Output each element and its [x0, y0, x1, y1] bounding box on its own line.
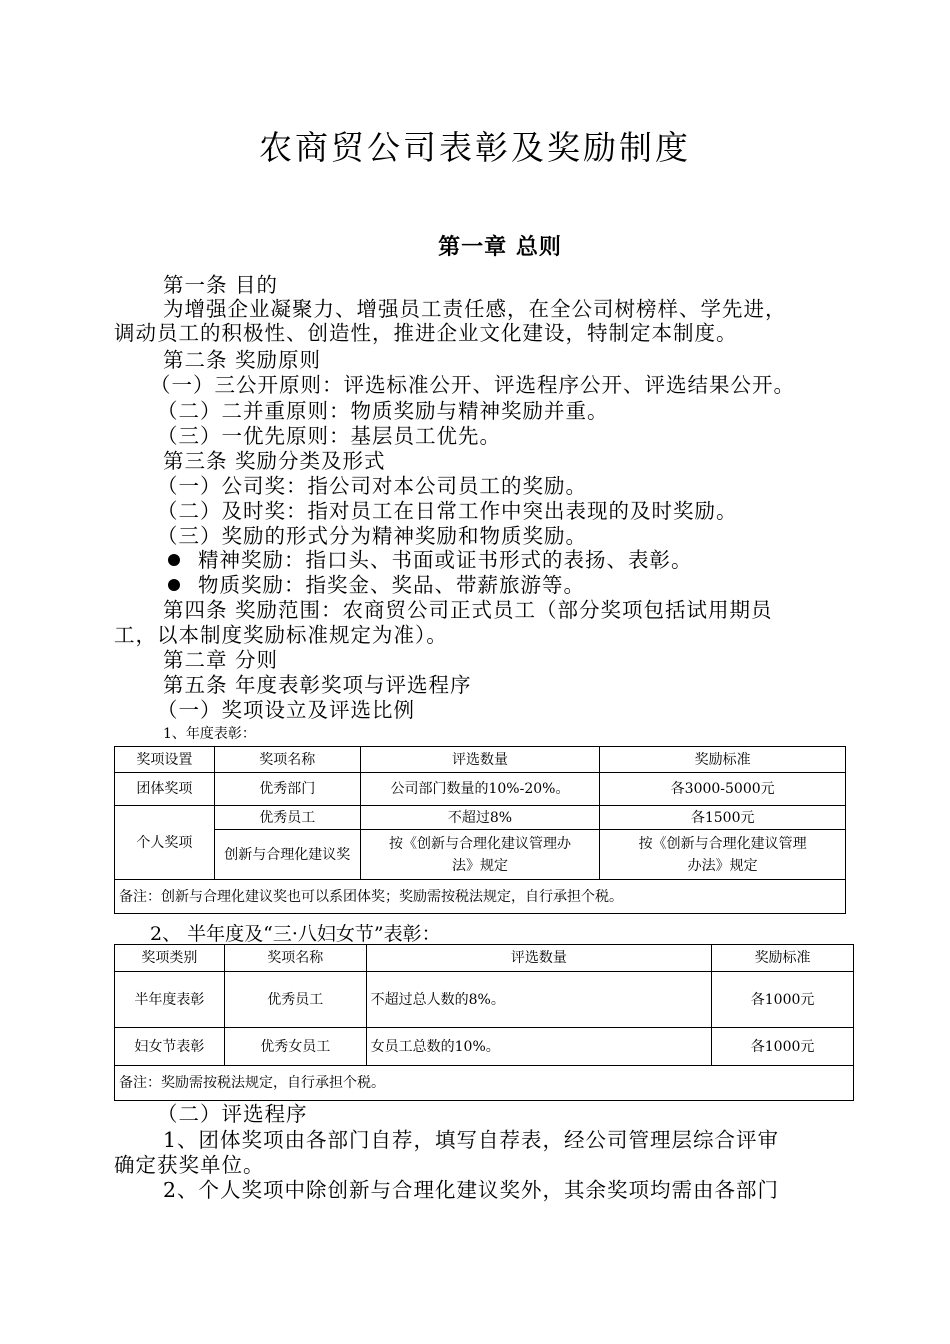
table-cell: 个人奖项: [115, 806, 215, 880]
table-cell: 各1000元: [712, 1028, 854, 1066]
annual-awards-table: [114, 746, 846, 914]
table-cell: [360, 830, 600, 880]
page-title: 农商贸公司表彰及奖励制度: [259, 128, 691, 167]
table-cell: 优秀部门: [214, 773, 360, 806]
bullet-text: 物质奖励：指奖金、奖品、带薪旅游等。: [198, 573, 585, 597]
table-1-caption: 1、年度表彰：: [163, 726, 256, 742]
section-selection-procedure: （二）评选程序: [157, 1102, 308, 1126]
table-header-cell: 奖励标准: [712, 945, 854, 972]
table-note: 备注：创新与合理化建议奖也可以系团体奖；奖励需按税法规定，自行承担个税。: [115, 880, 846, 914]
cell-line: 法》规定: [451, 857, 508, 874]
category-item: （一）公司奖：指公司对本公司员工的奖励。: [157, 474, 587, 498]
section-awards-setup: （一）奖项设立及评选比例: [157, 698, 415, 722]
table-header-cell: 奖项设置: [115, 747, 215, 773]
chapter-heading-2: 第二章 分则: [163, 648, 279, 672]
article-1-body-line-1: 为增强企业凝聚力、增强员工责任感，在全公司树榜样、学先进，: [163, 297, 787, 321]
article-5-title: 第五条 年度表彰奖项与评选程序: [163, 673, 472, 697]
chapter-heading-1: 第一章 总则: [438, 234, 562, 260]
procedure-1-line-1: 1、团体奖项由各部门自荐，填写自荐表，经公司管理层综合评审: [163, 1128, 780, 1152]
bullet-item: [168, 575, 585, 596]
table-header-cell: 奖项名称: [214, 747, 360, 773]
table-cell: 各3000-5000元: [600, 773, 846, 806]
table-header-cell: 奖项名称: [224, 945, 366, 972]
table-cell: 各1000元: [712, 972, 854, 1028]
article-4-line-1: 第四条 奖励范围：农商贸公司正式员工（部分奖项包括试用期员: [163, 598, 773, 622]
table-cell: [600, 830, 846, 880]
table-cell: 优秀女员工: [224, 1028, 366, 1066]
cell-line: 办法》规定: [687, 857, 758, 874]
cell-line: 按《创新与合理化建议管理: [638, 835, 807, 852]
article-3-title: 第三条 奖励分类及形式: [163, 449, 386, 473]
table-header-cell: 奖项类别: [115, 945, 225, 972]
table-cell: 团体奖项: [115, 773, 215, 806]
bullet-item: [168, 550, 693, 571]
principle-item: （一）三公开原则：评选标准公开、评选程序公开、评选结果公开。: [150, 373, 795, 397]
table-cell: 创新与合理化建议奖: [214, 830, 360, 880]
procedure-1-line-2: 确定获奖单位。: [114, 1153, 265, 1177]
bullet-icon: [168, 554, 180, 566]
category-item: （三）奖励的形式分为精神奖励和物质奖励。: [157, 524, 587, 548]
article-4-line-2: 工，以本制度奖励标准规定为准）。: [114, 623, 448, 647]
table-cell: 妇女节表彰: [115, 1028, 225, 1066]
bullet-icon: [168, 579, 180, 591]
table-header-cell: 评选数量: [360, 747, 600, 773]
procedure-2-line-1: 2、个人奖项中除创新与合理化建议奖外，其余奖项均需由各部门: [163, 1178, 780, 1202]
bullet-text: 精神奖励：指口头、书面或证书形式的表扬、表彰。: [198, 548, 693, 572]
principle-item: （二）二并重原则：物质奖励与精神奖励并重。: [157, 399, 609, 423]
table-cell: 女员工总数的10%。: [366, 1028, 712, 1066]
table-cell: 优秀员工: [224, 972, 366, 1028]
article-2-title: 第二条 奖励原则: [163, 348, 322, 372]
table-2-caption: 2、 半年度及“三·八妇女节”表彰：: [150, 923, 441, 945]
principle-item: （三）一优先原则：基层员工优先。: [157, 424, 501, 448]
article-1-title: 第一条 目的: [163, 273, 279, 297]
half-year-awards-table: [114, 944, 854, 1101]
table-header-cell: 奖励标准: [600, 747, 846, 773]
table-cell: 公司部门数量的10%-20%。: [360, 773, 600, 806]
table-cell: 优秀员工: [214, 806, 360, 830]
table-header-cell: 评选数量: [366, 945, 712, 972]
table-cell: 半年度表彰: [115, 972, 225, 1028]
table-note: 备注：奖励需按税法规定，自行承担个税。: [115, 1066, 854, 1101]
table-cell: 各1500元: [600, 806, 846, 830]
cell-line: 按《创新与合理化建议管理办: [388, 835, 571, 852]
table-cell: 不超过总人数的8%。: [366, 972, 712, 1028]
category-item: （二）及时奖：指对员工在日常工作中突出表现的及时奖励。: [157, 499, 738, 523]
table-cell: 不超过8%: [360, 806, 600, 830]
article-1-body-line-2: 调动员工的积极性、创造性，推进企业文化建设，特制定本制度。: [114, 321, 738, 345]
